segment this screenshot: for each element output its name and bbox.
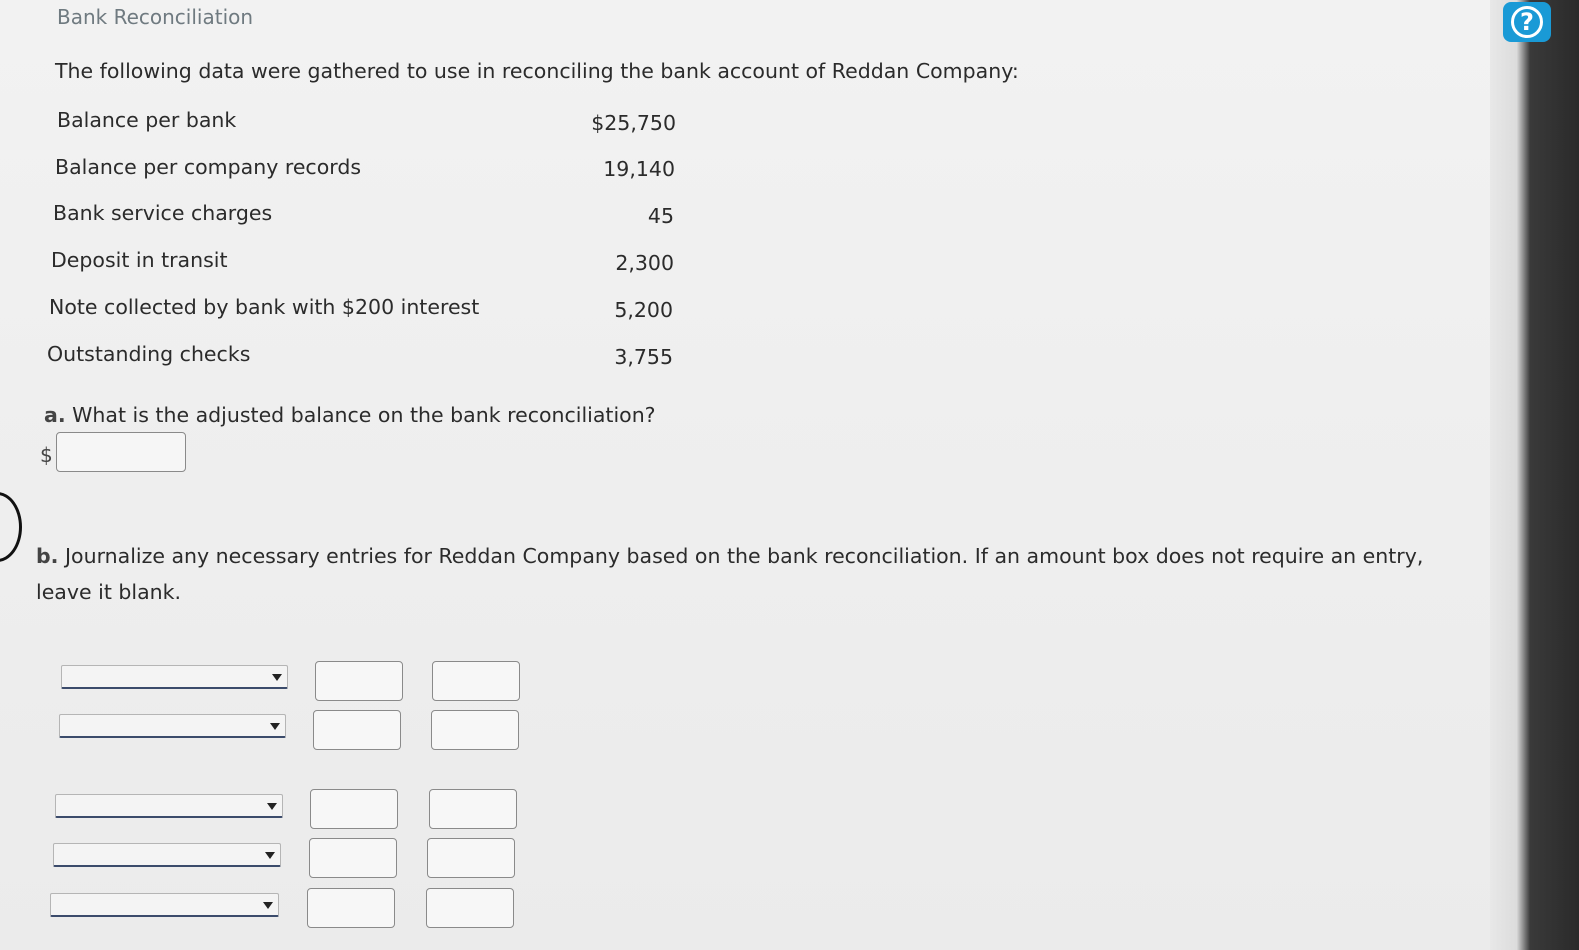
row-label-note-collected: Note collected by bank with $200 interest [49, 295, 480, 319]
account-select-1[interactable] [61, 665, 288, 689]
margin-mark [0, 492, 22, 562]
row-label-deposit-transit: Deposit in transit [51, 248, 228, 272]
chevron-down-icon [267, 803, 277, 810]
help-button[interactable] [1503, 2, 1551, 42]
question-b [36, 538, 1466, 610]
credit-input-5[interactable] [426, 888, 514, 928]
account-select-5[interactable] [50, 893, 279, 917]
row-label-outstanding-checks: Outstanding checks [47, 342, 251, 366]
credit-input-3[interactable] [429, 789, 517, 829]
row-label-service-charges: Bank service charges [53, 201, 273, 225]
credit-input-4[interactable] [427, 838, 515, 878]
row-value-service-charges: 45 [647, 204, 674, 228]
chevron-down-icon [272, 674, 282, 681]
credit-input-2[interactable] [431, 710, 519, 750]
page-title: Bank Reconciliation [57, 5, 254, 29]
debit-input-4[interactable] [309, 838, 397, 878]
question-a-text: What is the adjusted balance on the bank reconciliation? [72, 403, 656, 427]
currency-symbol: $ [40, 443, 53, 467]
row-value-note-collected: 5,200 [614, 298, 673, 322]
question-a-letter: a. [44, 403, 66, 427]
account-select-4[interactable] [53, 843, 281, 867]
row-value-outstanding-checks: 3,755 [614, 345, 673, 369]
question-b-text: Journalize any necessary entries for Reddan Company based on the bank reconciliation. If an amount box does not require an entry, leave it blank. [36, 544, 1424, 604]
account-select-2[interactable] [59, 714, 286, 738]
question-mark-icon: ? [1511, 6, 1543, 38]
row-label-balance-company: Balance per company records [55, 155, 362, 179]
debit-input-5[interactable] [307, 888, 395, 928]
chevron-down-icon [270, 723, 280, 730]
row-value-balance-per-bank: $25,750 [591, 111, 676, 135]
question-a [44, 403, 656, 427]
intro-text: The following data were gathered to use in reconciling the bank account of Reddan Company: [55, 59, 1019, 83]
question-b-letter: b. [36, 544, 59, 568]
credit-input-1[interactable] [432, 661, 520, 701]
debit-input-2[interactable] [313, 710, 401, 750]
chevron-down-icon [263, 902, 273, 909]
row-label-balance-per-bank: Balance per bank [57, 108, 237, 132]
debit-input-3[interactable] [310, 789, 398, 829]
chevron-down-icon [265, 852, 275, 859]
debit-input-1[interactable] [315, 661, 403, 701]
row-value-deposit-transit: 2,300 [615, 251, 674, 275]
row-value-balance-company: 19,140 [603, 157, 675, 181]
account-select-3[interactable] [55, 794, 283, 818]
screen-bezel [1490, 0, 1579, 950]
adjusted-balance-input[interactable] [56, 432, 186, 472]
